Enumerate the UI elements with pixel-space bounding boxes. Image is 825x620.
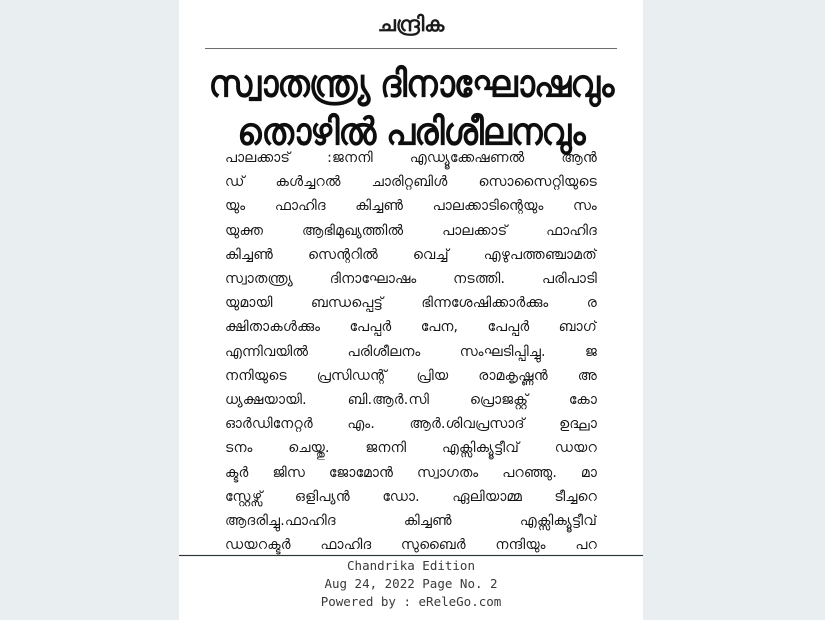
article-body [225, 146, 597, 582]
article-line: ഡ് കൾച്ചറൽ ചാരിറ്റബിൾ സൊസൈറ്റിയുടെ [225, 174, 597, 191]
article-line: സ്റ്റേഴ്സ് ഒളിപ്യൻ ഡോ. ഏലിയാമ്മ ടീച്ചറെ [225, 488, 597, 505]
article-line: പാലക്കാട് :ജനനി എഡ്യൂക്കേഷണൽ ആൻ [225, 150, 597, 166]
article-line: യുക്ത ആഭിമുഖ്യത്തിൽ പാലക്കാട് ഫാഹിദ [225, 222, 597, 239]
headline-line-2: തൊഴിൽ പരിശീലനവും [237, 109, 585, 155]
masthead-divider [205, 48, 617, 49]
headline-line-1: സ്വാതന്ത്ര്യ ദിനാഘോഷവും [208, 61, 614, 107]
article-line: ധ്യക്ഷയായി. ബി.ആർ.സി പ്രൊജക്റ്റ് കോ [225, 392, 597, 409]
article-line: ടനം ചെയ്തു. ജനനി എക്സിക്യൂട്ടീവ് ഡയറ [225, 440, 597, 457]
article-line: ആദരിച്ചു.ഫാഹിദ കിച്ചൺ എക്സിക്യൂട്ടീവ് [225, 513, 597, 530]
article-line: ക്ഷിതാകൾക്കും പേപ്പർ പേന, പേപ്പർ ബാഗ് [225, 319, 597, 336]
article-line: ഡയറക്ടർ ഫാഹിദ സുബൈർ നന്ദിയും പറ [225, 537, 597, 554]
article-line: എന്നിവയിൽ പരിശീലനം സംഘടിപ്പിച്ചു. ജ [225, 343, 597, 360]
article-line: സ്വാതന്ത്ര്യ ദിനാഘോഷം നടത്തി. പരിപാടി [225, 271, 597, 288]
newspaper-clipping [179, 0, 643, 554]
edition-date-page: Aug 24, 2022 Page No. 2 [324, 576, 498, 591]
edition-name: Chandrika Edition [347, 558, 475, 573]
article-line: കിച്ചൺ സെന്ററിൽ വെച്ച് എഴുപത്തഞ്ചാമത് [225, 246, 597, 263]
powered-by-link[interactable]: Powered by : eReleGo.com [320, 594, 502, 609]
footer-divider [179, 555, 643, 556]
newspaper-masthead: ചന്ദ്രിക [377, 12, 445, 36]
edition-footer [179, 557, 643, 620]
article-line: ക്ടർ ജിസ ജോമോൻ സ്വാഗതം പറഞ്ഞു. മാ [225, 464, 597, 481]
article-headline [199, 60, 623, 156]
article-line: ഓർഡിനേറ്റർ എം. ആർ.ശിവപ്രസാദ് ഉദ്ഘാ [225, 416, 597, 433]
article-line: യും ഫാഹിദ കിച്ചൺ പാലക്കാടിന്റെയും സം [225, 198, 597, 215]
article-line: യുമായി ബന്ധപ്പെട്ട് ഭിന്നശേഷിക്കാർക്കും ര [225, 295, 597, 312]
article-line: നനിയുടെ പ്രസിഡന്റ് പ്രിയ രാമകൃഷ്ണൻ അ [225, 367, 597, 384]
